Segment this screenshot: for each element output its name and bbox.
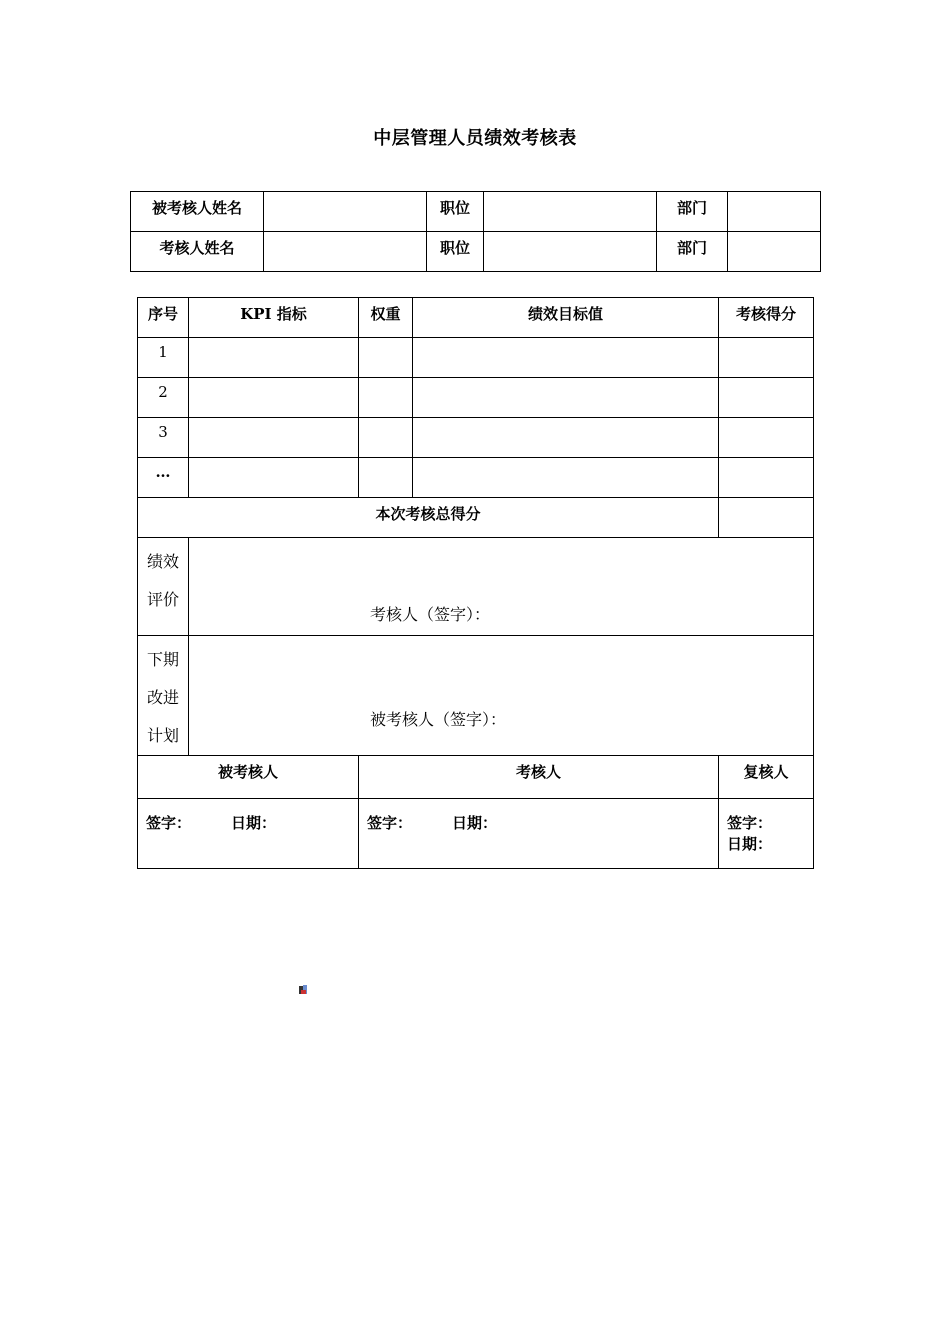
header-kpi: KPI 指标 bbox=[189, 298, 359, 338]
weight-cell[interactable] bbox=[359, 418, 413, 458]
info-table bbox=[130, 191, 821, 272]
plan-row bbox=[138, 636, 814, 756]
assessee-position-label: 职位 bbox=[427, 192, 484, 232]
score-cell[interactable] bbox=[719, 378, 814, 418]
plan-label-line: 下期 bbox=[146, 650, 179, 669]
signoff-header-row bbox=[138, 756, 814, 799]
kpi-cell[interactable] bbox=[189, 418, 359, 458]
assessor-position-label: 职位 bbox=[427, 232, 484, 272]
signoff-assessee-header: 被考核人 bbox=[138, 756, 359, 799]
assessor-signature-label: 考核人（签字）： bbox=[370, 605, 491, 624]
total-row bbox=[138, 498, 814, 538]
kpi-header-row bbox=[138, 298, 814, 338]
sign-label: 签字： bbox=[367, 814, 413, 832]
signoff-row bbox=[138, 799, 814, 869]
assessor-name-label: 考核人姓名 bbox=[131, 232, 264, 272]
plan-area[interactable] bbox=[189, 636, 814, 756]
info-row-assessee bbox=[131, 192, 821, 232]
kpi-row bbox=[138, 458, 814, 498]
kpi-table bbox=[137, 297, 814, 869]
target-cell[interactable] bbox=[413, 458, 719, 498]
score-cell[interactable] bbox=[719, 418, 814, 458]
header-no: 序号 bbox=[138, 298, 189, 338]
target-cell[interactable] bbox=[413, 418, 719, 458]
kpi-cell[interactable] bbox=[189, 458, 359, 498]
weight-cell[interactable] bbox=[359, 458, 413, 498]
weight-cell[interactable] bbox=[359, 338, 413, 378]
signoff-assessor-cell[interactable] bbox=[359, 799, 719, 869]
plan-label-line: 计划 bbox=[146, 726, 179, 745]
embedded-object-icon bbox=[298, 984, 308, 995]
sign-label: 签字： bbox=[727, 814, 773, 832]
row-number: 2 bbox=[138, 378, 189, 418]
assessor-dept-label: 部门 bbox=[657, 232, 728, 272]
evaluation-label-line: 评价 bbox=[146, 590, 179, 609]
assessor-dept-field[interactable] bbox=[728, 232, 821, 272]
date-label: 日期： bbox=[727, 835, 773, 853]
plan-label-line: 改进 bbox=[146, 688, 179, 707]
assessee-dept-label: 部门 bbox=[657, 192, 728, 232]
info-row-assessor bbox=[131, 232, 821, 272]
assessee-position-field[interactable] bbox=[484, 192, 657, 232]
total-score-cell[interactable] bbox=[719, 498, 814, 538]
sign-label: 签字： bbox=[146, 814, 192, 832]
assessee-name-label: 被考核人姓名 bbox=[131, 192, 264, 232]
row-number: … bbox=[138, 458, 189, 498]
assessee-name-field[interactable] bbox=[264, 192, 427, 232]
row-number: 1 bbox=[138, 338, 189, 378]
plan-label bbox=[138, 636, 189, 756]
kpi-row bbox=[138, 338, 814, 378]
evaluation-label-line: 绩效 bbox=[146, 552, 179, 571]
score-cell[interactable] bbox=[719, 338, 814, 378]
score-cell[interactable] bbox=[719, 458, 814, 498]
kpi-row bbox=[138, 418, 814, 458]
kpi-row bbox=[138, 378, 814, 418]
total-score-label: 本次考核总得分 bbox=[138, 498, 719, 538]
date-label: 日期： bbox=[231, 814, 277, 832]
assessee-signature-label: 被考核人（签字）： bbox=[370, 710, 507, 729]
signoff-assessor-header: 考核人 bbox=[359, 756, 719, 799]
header-weight: 权重 bbox=[359, 298, 413, 338]
kpi-cell[interactable] bbox=[189, 338, 359, 378]
evaluation-area[interactable] bbox=[189, 538, 814, 636]
weight-cell[interactable] bbox=[359, 378, 413, 418]
signoff-reviewer-cell[interactable] bbox=[719, 799, 814, 869]
kpi-cell[interactable] bbox=[189, 378, 359, 418]
row-number: 3 bbox=[138, 418, 189, 458]
target-cell[interactable] bbox=[413, 338, 719, 378]
assessor-name-field[interactable] bbox=[264, 232, 427, 272]
evaluation-label bbox=[138, 538, 189, 636]
date-label: 日期： bbox=[452, 814, 498, 832]
assessee-dept-field[interactable] bbox=[728, 192, 821, 232]
header-score: 考核得分 bbox=[719, 298, 814, 338]
target-cell[interactable] bbox=[413, 378, 719, 418]
page-title: 中层管理人员绩效考核表 bbox=[373, 128, 577, 149]
assessor-position-field[interactable] bbox=[484, 232, 657, 272]
header-target: 绩效目标值 bbox=[413, 298, 719, 338]
signoff-assessee-cell[interactable] bbox=[138, 799, 359, 869]
evaluation-row bbox=[138, 538, 814, 636]
signoff-reviewer-header: 复核人 bbox=[719, 756, 814, 799]
